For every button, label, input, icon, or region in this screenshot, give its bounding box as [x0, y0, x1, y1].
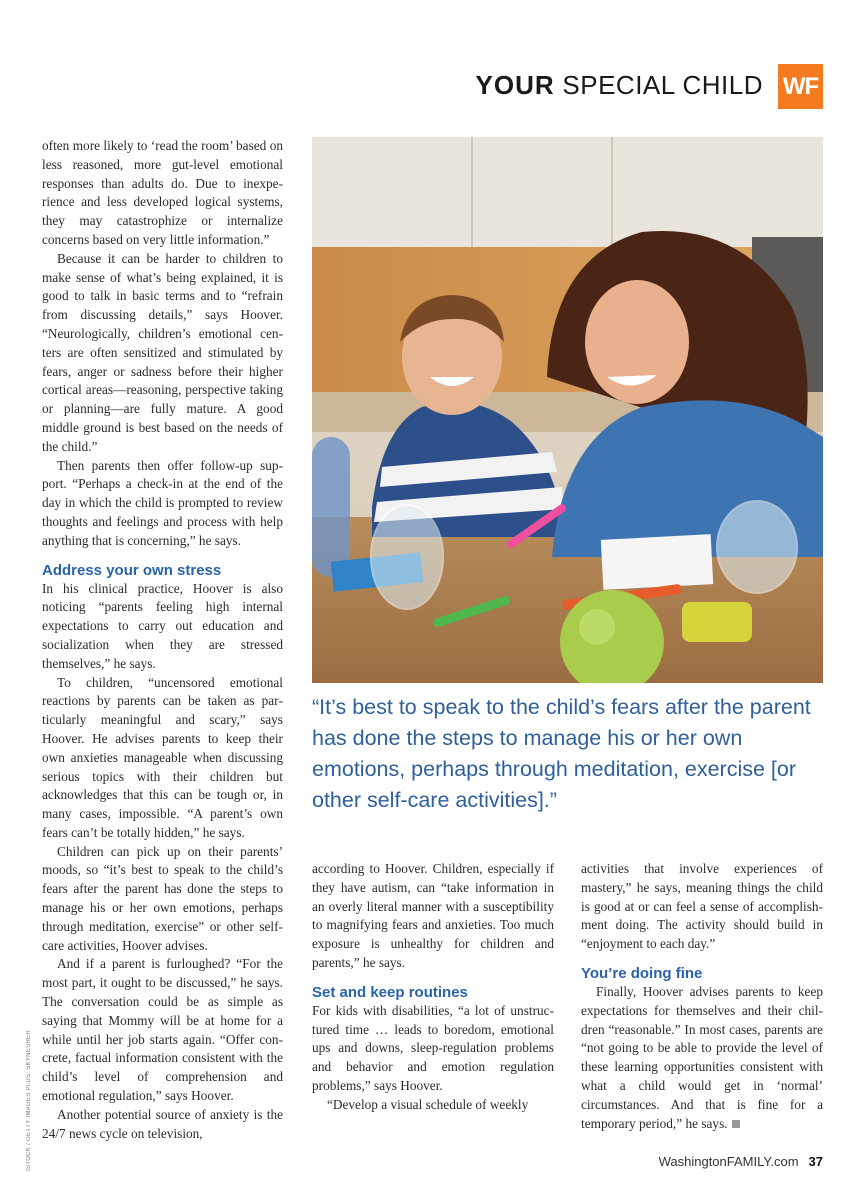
article-column-3 — [581, 860, 823, 1133]
section-title-bold: YOUR — [475, 70, 555, 100]
paragraph-final-text: Finally, Hoover advises parents to keep expectations for themselves and their children “reasonable.” In most cases, parents are “not going to be able to provide the level of these learning opportunities consistent with what a child would get in ‘normal’ circumstances. And that is fine for a temporary period,” he says. — [581, 983, 823, 1131]
end-of-article-icon — [732, 1120, 740, 1128]
page-footer — [659, 1154, 823, 1169]
subheading-doing-fine: You’re doing fine — [581, 964, 703, 982]
subheading-address-stress: Address your own stress — [42, 561, 222, 579]
section-title — [476, 70, 763, 104]
footer-site: WashingtonFAMILY.com — [658, 1154, 799, 1169]
photo-credit: ISTOCK / GETTY IMAGES PLUS: SKYNESHER — [26, 1030, 32, 1171]
page-number: 37 — [808, 1154, 823, 1169]
article-column-2 — [312, 860, 554, 1115]
photo-mother-and-child — [312, 137, 823, 683]
paragraph: In his clinical practice, Hoover is also noticing “parents feeling high internal expectations to carry out education and socialization when they are stressed themselves,” he says. — [42, 580, 283, 671]
section-title-rest: SPECIAL CHILD — [562, 70, 763, 100]
paragraph: “Develop a visual schedule of weekly — [327, 1096, 529, 1112]
paragraph: To children, “uncensored emotional reactions by parents can be taken as particularly meaningful and scary,” says Hoover. He advises parents to keep their own anxieties manageable when discussing serious topics with their children but acknowledges that this can be tough or, in many cases, impossible. “A parent’s own fears can’t be totally hidden,” he says. — [42, 674, 283, 840]
paragraph: activities that involve experiences of mastery,” he says, meaning things the child is good at or can feel a sense of accomplishment doing. The activity should build in “enjoyment to each day.” — [581, 861, 823, 952]
paragraph: For kids with disabilities, “a lot of unstructured time … leads to boredom, emotional ups and downs, sleep-regulation problems and behavior and emotion regulation problems,” says Hoover. — [312, 1002, 554, 1093]
subheading-set-routines: Set and keep routines — [312, 983, 468, 1001]
wf-logo: WF — [778, 64, 823, 109]
paragraph: Then parents then offer follow-up support. “Perhaps a check-in at the end of the day in which the child is prompted to review thoughts and feelings and process with help anything that is concerning,” he says. — [42, 457, 283, 548]
paragraph: according to Hoover. Children, especially if they have autism, can “take information in an overly literal manner with a susceptibility to magnifying fears and anxieties. Too much exposure is unhealthy for children and parents,” he says. — [312, 861, 554, 970]
paragraph: Because it can be harder to children to make sense of what’s being explained, it is good to talk in basic terms and to “refrain from discussing details,” says Hoover. “Neurologically, children’s emotional centers are often sensitized and stimulated by fears, anger or sadness before their higher cortical areas—reasoning, perspective taking or planning—are fully mature. A good middle ground is best based on the needs of the child.” — [42, 250, 283, 454]
paragraph: And if a parent is furloughed? “For the most part, it ought to be discussed,” he says. The conversation could be as simple as saying that Mommy will be at home for a while until her job starts again. “Offer concrete, factual information consistent with the child’s level of comprehension and emotional regulation,” says Hoover. — [42, 956, 283, 1104]
paragraph: Children can pick up on their parents’ moods, so “it’s best to speak to the child’s fears after the parent has done the steps to manage his or her own emotions, perhaps through meditation, exercise” or other self-care activities, Hoover advises. — [42, 843, 283, 953]
paragraph-final — [581, 983, 823, 1133]
paragraph: often more likely to ‘read the room’ based on less reasoned, more gut-level emotional responses than adults do. Due to inexperience and less developed logical systems, they may catastrophize or internalize concerns based on very little information.” — [42, 138, 283, 247]
pull-quote: “It’s best to speak to the child’s fears after the parent has done the steps to manage his or her own emotions, perhaps through meditation, exercise [or other self-care activities].” — [312, 695, 811, 812]
article-column-1 — [42, 137, 283, 1143]
paragraph: Another potential source of anxiety is the 24/7 news cycle on television, — [42, 1106, 283, 1141]
